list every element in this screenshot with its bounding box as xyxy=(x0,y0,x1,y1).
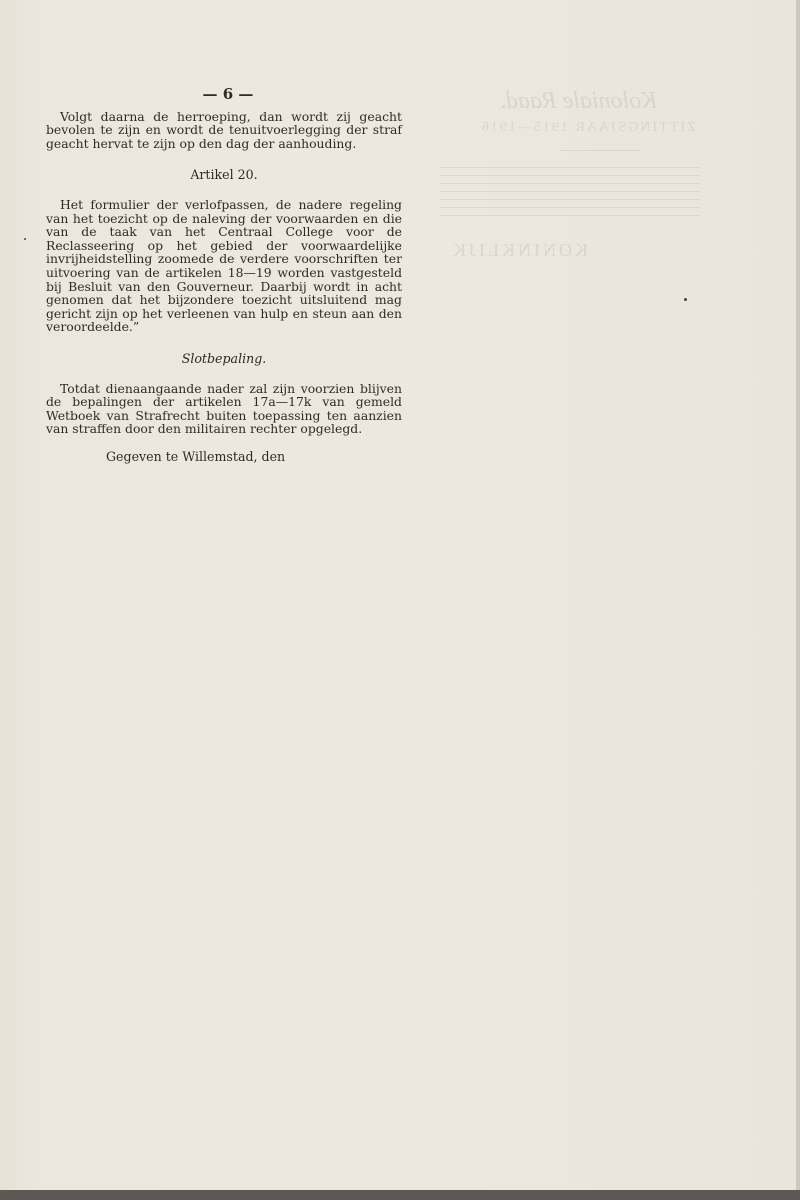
slotbepaling-paragraph: Totdat dienaangaande nader zal zijn voorzien blijven de bepalingen der artikelen 17a—17k van gemeld Wetboek van Strafrecht buiten toepassing ten aanzien van straffen door den militairen rechter opgelegd. xyxy=(46,380,402,437)
paper-speck xyxy=(24,238,26,240)
show-through-lines xyxy=(440,160,700,223)
opening-paragraph: Volgt daarna de herroeping, dan wordt zij geacht bevolen te zijn en wordt de tenuitvoerlegging der straf geacht hervat te zijn op den dag der aanhouding. xyxy=(46,108,402,151)
text-column xyxy=(46,85,402,464)
show-through-title: Koloniale Raad. xyxy=(500,88,658,114)
page-number: — 6 — xyxy=(202,85,254,103)
show-through-text xyxy=(440,80,740,280)
paper-speck xyxy=(684,298,687,301)
show-through-heading: KONINKLIJK xyxy=(450,240,588,260)
show-through-session: ZITTINGSJAAR 1915—1916 xyxy=(480,120,696,135)
article-20-heading: Artikel 20. xyxy=(190,167,258,183)
page-edge-right xyxy=(796,0,800,1190)
article-20-paragraph: Het formulier der verlofpassen, de nadere regeling van het toezicht op de naleving der voorwaarden en die van de taak van het Centraal College voor de Reclasseering op het gebied der voorwaardelijke invrijheidstelling zoomede de verdere voorschriften ter uitvoering van de artikelen 18—19 worden vastgesteld bij Besluit van den Gouverneur. Daarbij wordt in acht genomen dat het bijzondere toezicht uitsluitend mag gericht zijn op het verleenen van hulp en steun aan den veroordeelde.” xyxy=(46,196,402,335)
show-through-rule xyxy=(560,150,640,151)
slotbepaling-heading: Slotbepaling. xyxy=(181,350,267,366)
page-edge-bottom xyxy=(0,1190,800,1200)
closing-line: Gegeven te Willemstad, den xyxy=(106,448,286,464)
